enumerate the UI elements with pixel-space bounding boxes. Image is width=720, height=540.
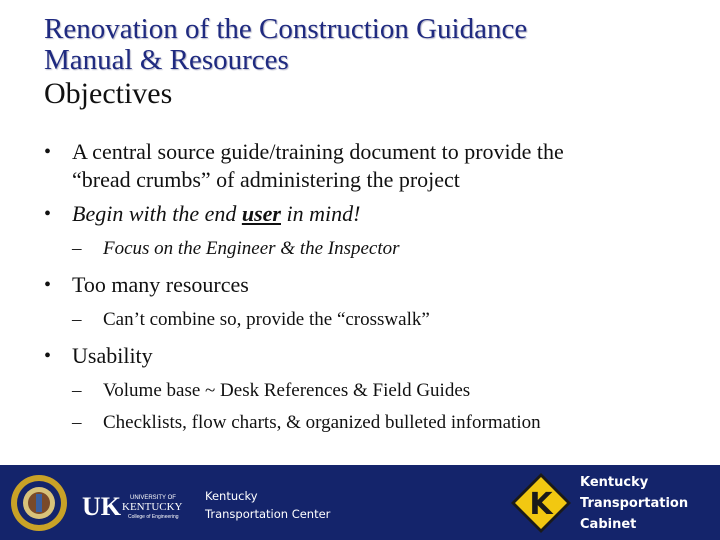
dash-icon: –	[72, 238, 82, 259]
bullet-text: Too many resources	[72, 272, 249, 297]
ktc-line: Kentucky	[205, 489, 258, 503]
bullet-text: Checklists, flow charts, & organized bulleted information	[103, 412, 541, 433]
bullet-dot-icon: •	[44, 141, 52, 163]
dash-icon: –	[72, 309, 82, 330]
dash-icon: –	[72, 380, 82, 401]
footer-bar	[0, 465, 720, 540]
kentucky-seal-icon	[10, 474, 68, 532]
kytc-line: Transportation	[580, 496, 689, 511]
bullet-text: Volume base ~ Desk References & Field Guides	[103, 380, 471, 401]
bullet-text: Can’t combine so, provide the “crosswalk”	[103, 309, 430, 330]
slide-title-line-2: Manual & Resources	[44, 44, 289, 76]
sub-bullet-crosswalk	[44, 307, 704, 332]
bullet-end-user	[44, 200, 704, 228]
sub-bullet-checklists	[44, 410, 704, 435]
kytc-line: Cabinet	[580, 517, 637, 532]
bullet-list	[44, 138, 704, 435]
bullet-text: Usability	[72, 343, 153, 368]
kytc-name	[580, 472, 688, 535]
bullet-text: Focus on the Engineer & the Inspector	[103, 238, 400, 259]
bullet-dot-icon: •	[44, 274, 52, 296]
ktc-line: Transportation Center	[205, 507, 331, 521]
bullet-dot-icon: •	[44, 203, 52, 225]
title-block	[44, 14, 704, 110]
bullet-text: “bread crumbs” of administering the project	[72, 167, 460, 192]
uk-logo	[82, 491, 198, 521]
bullet-text: Begin with the end	[72, 201, 242, 226]
bullet-text: A central source guide/training document to provide the	[72, 139, 564, 164]
slide-subtitle: Objectives	[44, 77, 173, 110]
dash-icon: –	[72, 412, 82, 433]
sign-letter: K	[529, 487, 553, 522]
bullet-emphasis: user	[241, 201, 281, 226]
uk-logo-letters: UK	[82, 492, 121, 521]
bullet-dot-icon: •	[44, 345, 52, 367]
bullet-too-many-resources	[44, 271, 704, 299]
slide-title-line-1: Renovation of the Construction Guidance	[44, 13, 528, 45]
bullet-usability	[44, 342, 704, 370]
bullet-central-source	[44, 138, 704, 194]
bullet-text: in mind!	[280, 201, 361, 226]
sub-bullet-volume-base	[44, 378, 704, 403]
ktc-name	[205, 487, 330, 523]
uk-logo-university: UNIVERSITY OF	[130, 495, 176, 501]
uk-logo-kentucky: KENTUCKY	[122, 501, 183, 513]
sub-bullet-engineer	[44, 236, 704, 261]
k-road-sign-icon	[510, 472, 572, 534]
kytc-line: Kentucky	[580, 475, 649, 490]
uk-logo-college: College of Engineering	[128, 514, 179, 520]
